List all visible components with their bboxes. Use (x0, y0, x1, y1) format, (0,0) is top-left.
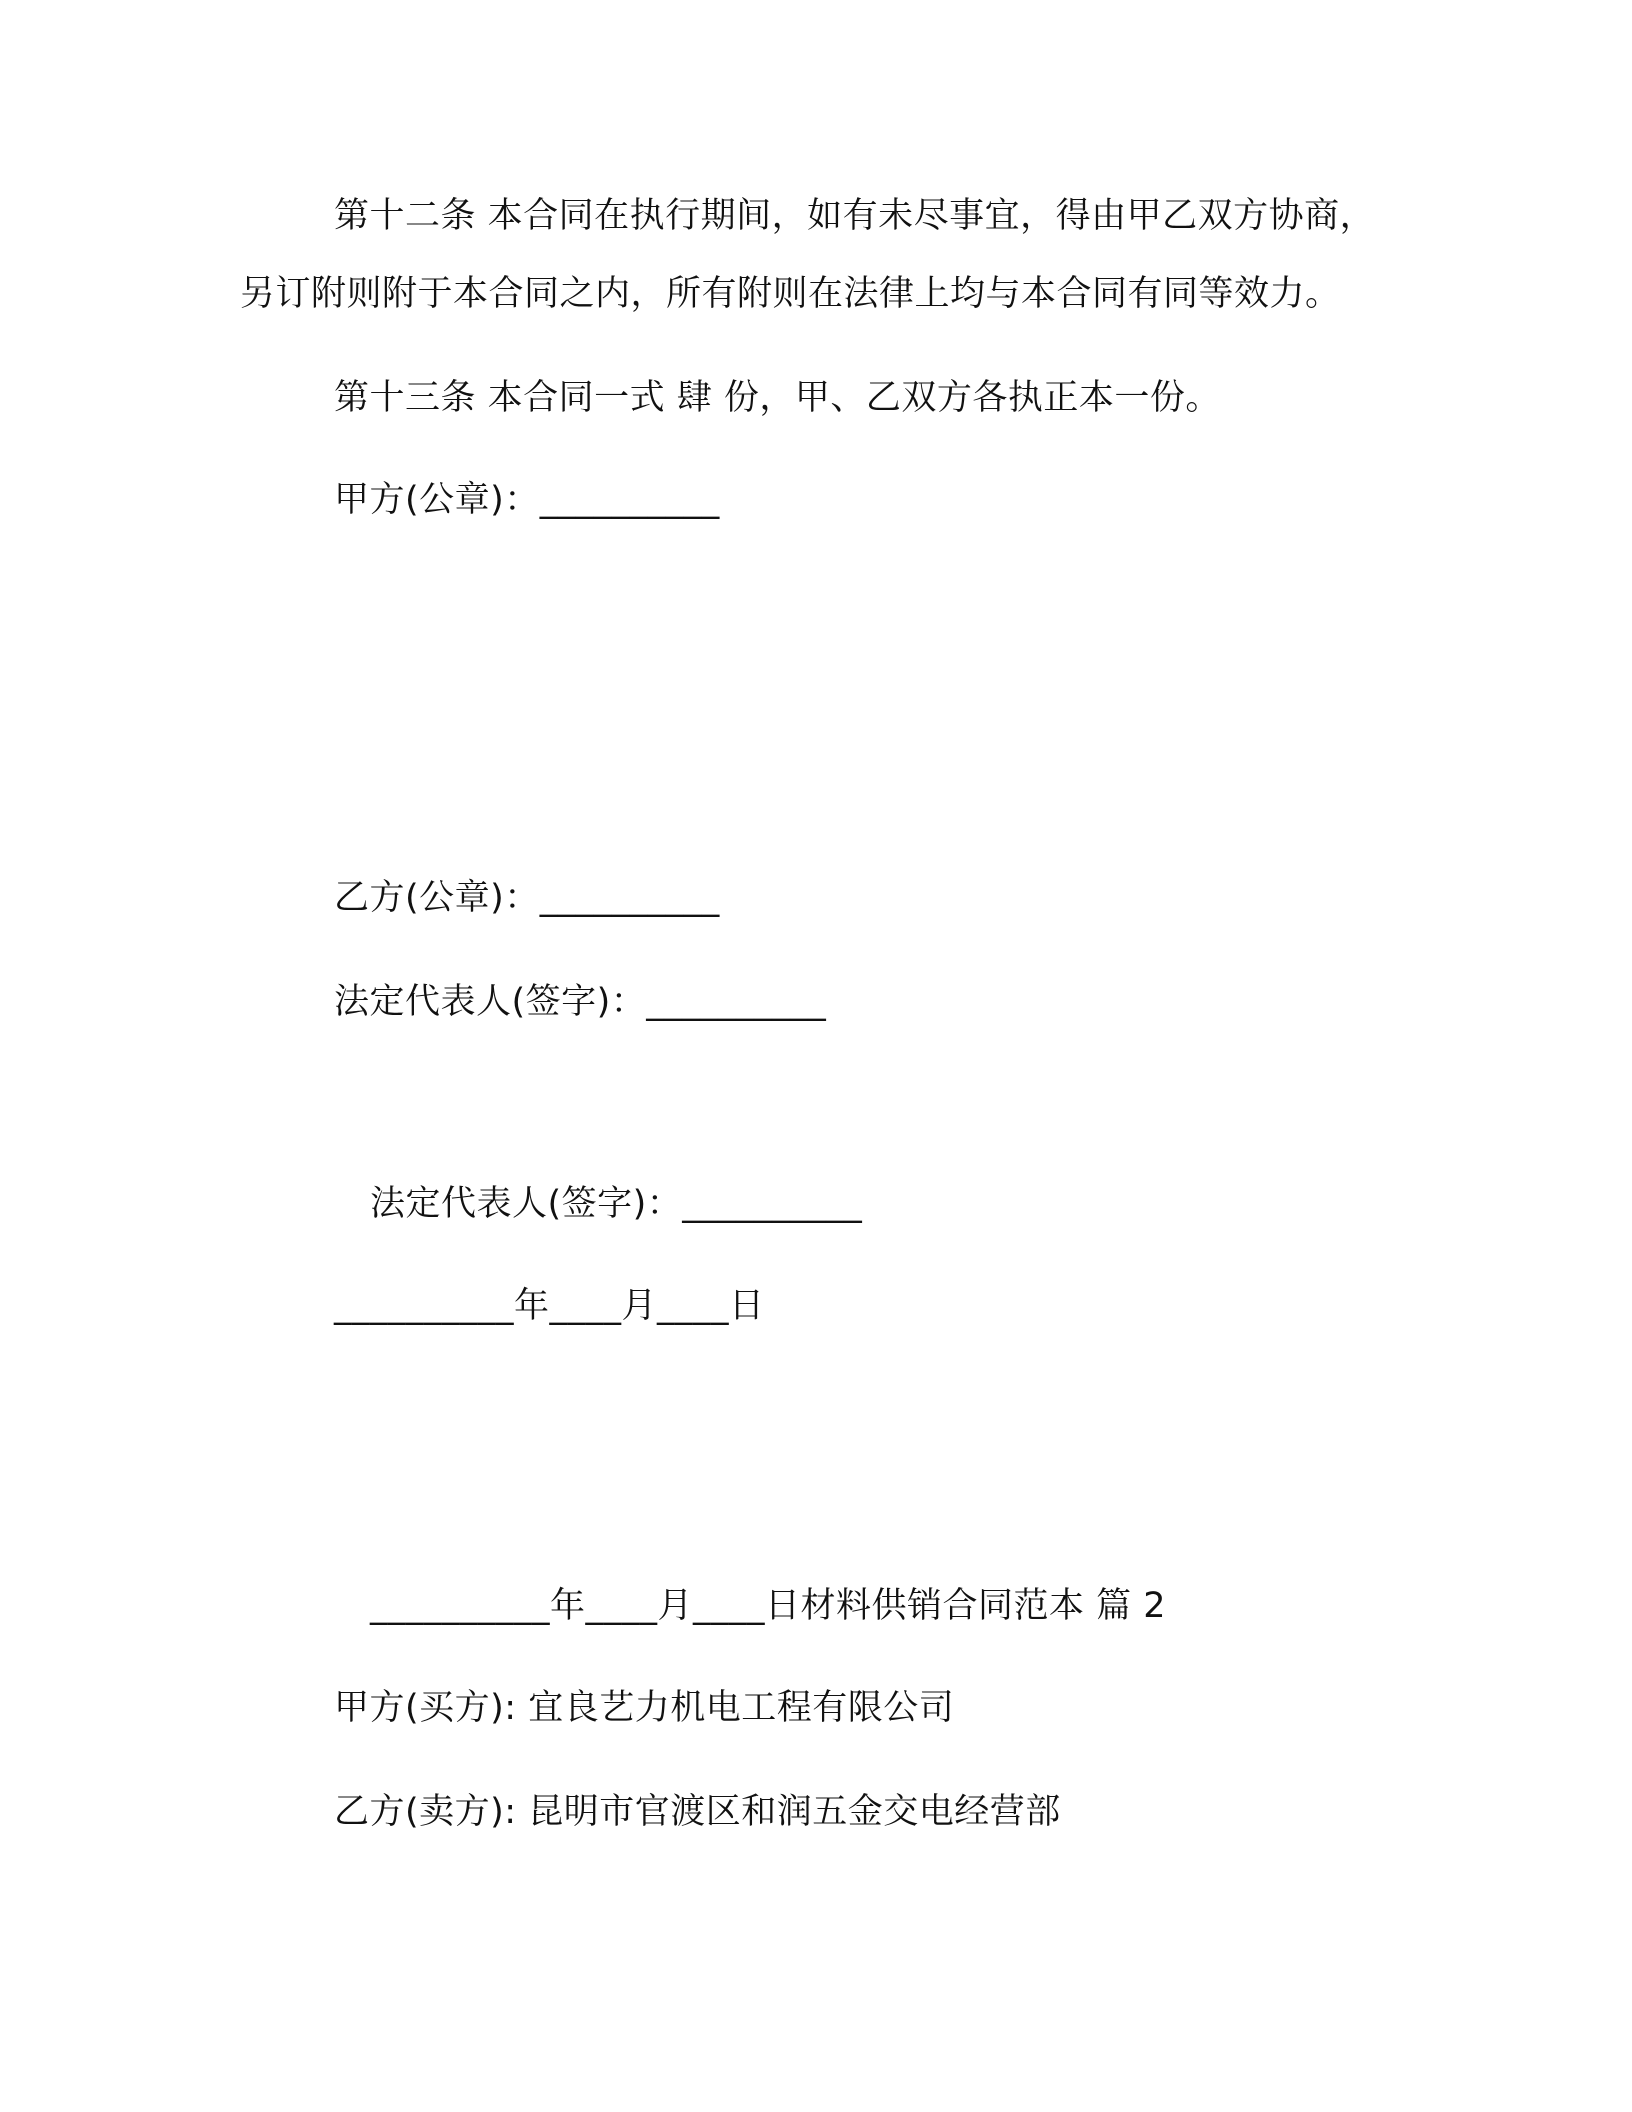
clause-12-line-2: 另订附则附于本合同之内，所有附则在法律上均与本合同有同等效力。 (240, 274, 1341, 314)
clause-12-line-1: 第十二条 本合同在执行期间，如有未尽事宜，得由甲乙双方协商， (334, 196, 1376, 236)
clause-13: 第十三条 本合同一式 肆 份，甲、乙双方各执正本一份。 (334, 378, 1221, 418)
date-line: __________年____月____日 (334, 1286, 765, 1326)
party-a-seal-line: 甲方(公章)：__________ (334, 480, 720, 520)
legal-representative-line-2: 法定代表人(签字)：__________ (370, 1184, 863, 1224)
seller-line: 乙方(卖方): 昆明市官渡区和润五金交电经营部 (334, 1792, 1061, 1832)
section-2-title: __________年____月____日材料供销合同范本 篇 2 (370, 1586, 1167, 1626)
buyer-line: 甲方(买方): 宜良艺力机电工程有限公司 (334, 1688, 955, 1728)
party-b-seal-line: 乙方(公章)：__________ (334, 878, 720, 918)
legal-representative-line-1: 法定代表人(签字)：__________ (334, 982, 827, 1022)
